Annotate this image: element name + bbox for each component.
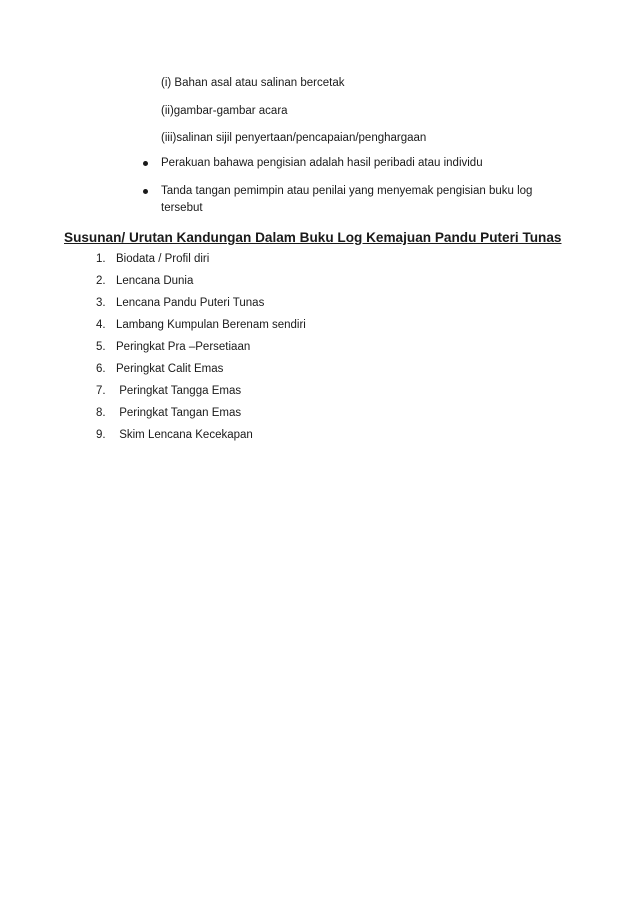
list-number: 3.: [96, 297, 106, 309]
list-text: Peringkat Tangga Emas: [116, 385, 242, 397]
list-item: [96, 426, 306, 448]
list-item: [96, 272, 306, 294]
list-number: 5.: [96, 341, 106, 353]
list-item: [96, 316, 306, 338]
bullet-dot-icon: [143, 189, 148, 194]
sub-item-3: (iii)salinan sijil penyertaan/pencapaian/penghargaan: [161, 132, 427, 144]
list-item: [96, 382, 306, 404]
list-number: 8.: [96, 407, 106, 419]
section-heading: Susunan/ Urutan Kandungan Dalam Buku Log Kemajuan Pandu Puteri Tunas: [64, 230, 562, 245]
list-item: [96, 338, 306, 360]
list-text: Peringkat Calit Emas: [116, 363, 224, 375]
list-item: [96, 360, 306, 382]
list-text: Peringkat Pra –Persetiaan: [116, 341, 251, 353]
list-item: [96, 404, 306, 426]
list-item: [96, 294, 306, 316]
contents-list: [96, 250, 306, 448]
sub-item-2: (ii)gambar-gambar acara: [161, 105, 288, 117]
list-number: 9.: [96, 429, 106, 441]
list-number: 2.: [96, 275, 106, 287]
bullet-dot-icon: [143, 161, 148, 166]
list-text: Skim Lencana Kecekapan: [116, 429, 253, 441]
list-text: Lencana Pandu Puteri Tunas: [116, 297, 265, 309]
list-number: 4.: [96, 319, 106, 331]
list-text: Lencana Dunia: [116, 275, 194, 287]
bullet-text: Perakuan bahawa pengisian adalah hasil peribadi atau individu: [161, 157, 483, 169]
list-text: Biodata / Profil diri: [116, 253, 210, 265]
list-number: 7.: [96, 385, 106, 397]
list-text: Lambang Kumpulan Berenam sendiri: [116, 319, 306, 331]
list-number: 1.: [96, 253, 106, 265]
list-text: Peringkat Tangan Emas: [116, 407, 242, 419]
bullet-text: Tanda tangan pemimpin atau penilai yang menyemak pengisian buku log tersebut: [161, 185, 533, 214]
list-number: 6.: [96, 363, 106, 375]
list-item: [96, 250, 306, 272]
sub-item-1: (i) Bahan asal atau salinan bercetak: [161, 77, 345, 89]
